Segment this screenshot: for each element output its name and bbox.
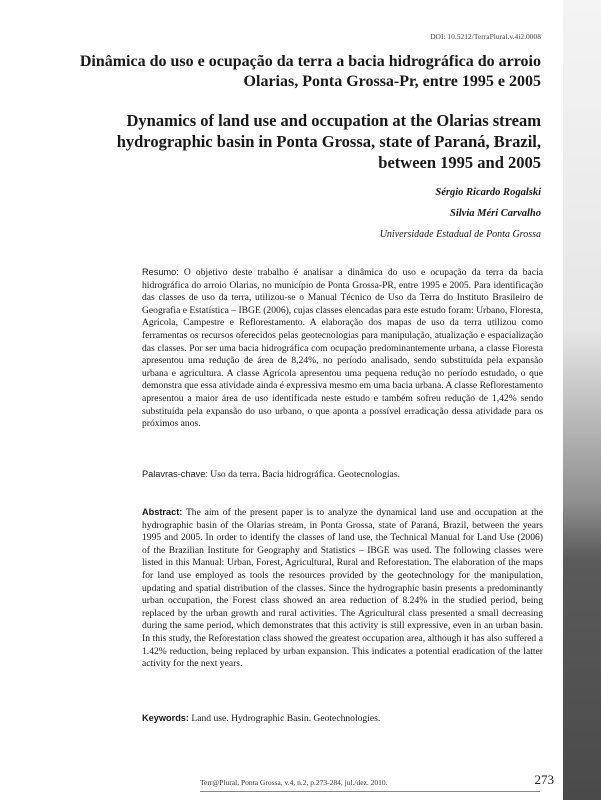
footer-citation: Terr@Plural, Ponta Grossa, v.4, n.2, p.273-284, jul./dez. 2010. (200, 778, 388, 787)
doi: DOI: 10.5212/TerraPlural.v.4i2.0008 (430, 32, 541, 41)
title-english: Dynamics of land use and occupation at the Olarias stream hydrographic basin in Ponta Grossa, state of Paraná, Brazil, between 1995 and 2005 (116, 111, 541, 172)
footer-rule (200, 791, 540, 792)
abstract-paragraph (142, 506, 543, 671)
side-margin-bar (563, 0, 601, 800)
keywords-label: Keywords: (142, 713, 189, 723)
affiliation: Universidade Estadual de Ponta Grossa (379, 229, 541, 240)
resumo-label: Resumo: (142, 267, 179, 277)
abstract-text: The aim of the present paper is to analyze the dynamical land use and occupation at the hydrographic basin of the Olarias stream, in Ponta Grossa, state of Paraná, Brazil, between the years 1995 and 2005. In order to identify the classes of land use, the Technical Manual for Land Use (2006) of the Brazilian Institute for Geography and Statistics – IBGE was used. The following classes were listed in this Manual: Urban, Forest, Agricultural, Rural and Reforestation. The elaboration of the maps for land use employed as tools the resources provided by the geotechnology for the manipulation, updating and spatial distribution of the classes. Since the hydrographic basin presents a predominantly urban occupation, the Forest class showed an area reduction of 8.24% in the studied period, being replaced by the urban growth and rural activities. The Agricultural class presented a small decreasing during the same period, which demonstrates that this activity is still expressive, even in an urban basin. In this study, the Reforestation class showed the greatest occupation area, although it has also suffered a 1.42% reduction, being replaced by urban expansion. This indicates a potential eradication of the latter activity for the next years. (142, 507, 543, 670)
page-number: 273 (534, 772, 554, 787)
palavras-chave-label: Palavras-chave: (142, 469, 208, 479)
author-1: Sérgio Ricardo Rogalski (435, 187, 541, 198)
abstract-label: Abstract: (142, 507, 183, 517)
keywords-text: Land use. Hydrographic Basin. Geotechnologies. (188, 713, 381, 724)
resumo-paragraph (142, 266, 543, 431)
keywords-paragraph (142, 712, 543, 726)
palavras-chave-text: Uso da terra. Bacia hidrográfica. Geotecnologias. (207, 469, 400, 480)
title-portuguese: Dinâmica do uso e ocupação da terra a bacia hidrográfica do arroio Olarias, Ponta Grossa-Pr, entre 1995 e 2005 (79, 53, 541, 90)
resumo-text: O objetivo deste trabalho é analisar a dinâmica do uso e ocupação da terra da bacia hidrográfica do arroio Olarias, no município de Ponta Grossa-PR, entre 1995 e 2005. Para identificação das classes de uso da terra, utilizou-se o Manual Técnico de Uso da Terra do Instituto Brasileiro de Geografia e Estatística – IBGE (2006), cujas classes elencadas para este estudo foram: Urbano, Floresta, Agrícola, Campestre e Reflorestamento. A elaboração dos mapas de uso da terra utilizou como ferramentas os recursos oferecidos pelas geotecnologias para manipulação, atualização e espacialização das classes. Por ser uma bacia hidrográfica com ocupação predominantemente urbana, a classe Floresta apresentou uma redução de área de 8,24%, no período analisado, sendo substituída pela expansão urbana e agricultura. A classe Agrícola apresentou uma pequena redução no período estudado, o que demonstra que essa atividade ainda é expressiva mesmo em uma bacia urbana. A classe Reflorestamento apresentou a maior área de uso identificada neste estudo e também sofreu redução de 1,42% sendo substituída pela expansão do uso urbano, o que aponta a possível erradicação dessa atividade para os próximos anos. (142, 267, 543, 430)
palavras-chave-paragraph (142, 468, 543, 482)
author-2: Silvia Méri Carvalho (449, 208, 541, 219)
